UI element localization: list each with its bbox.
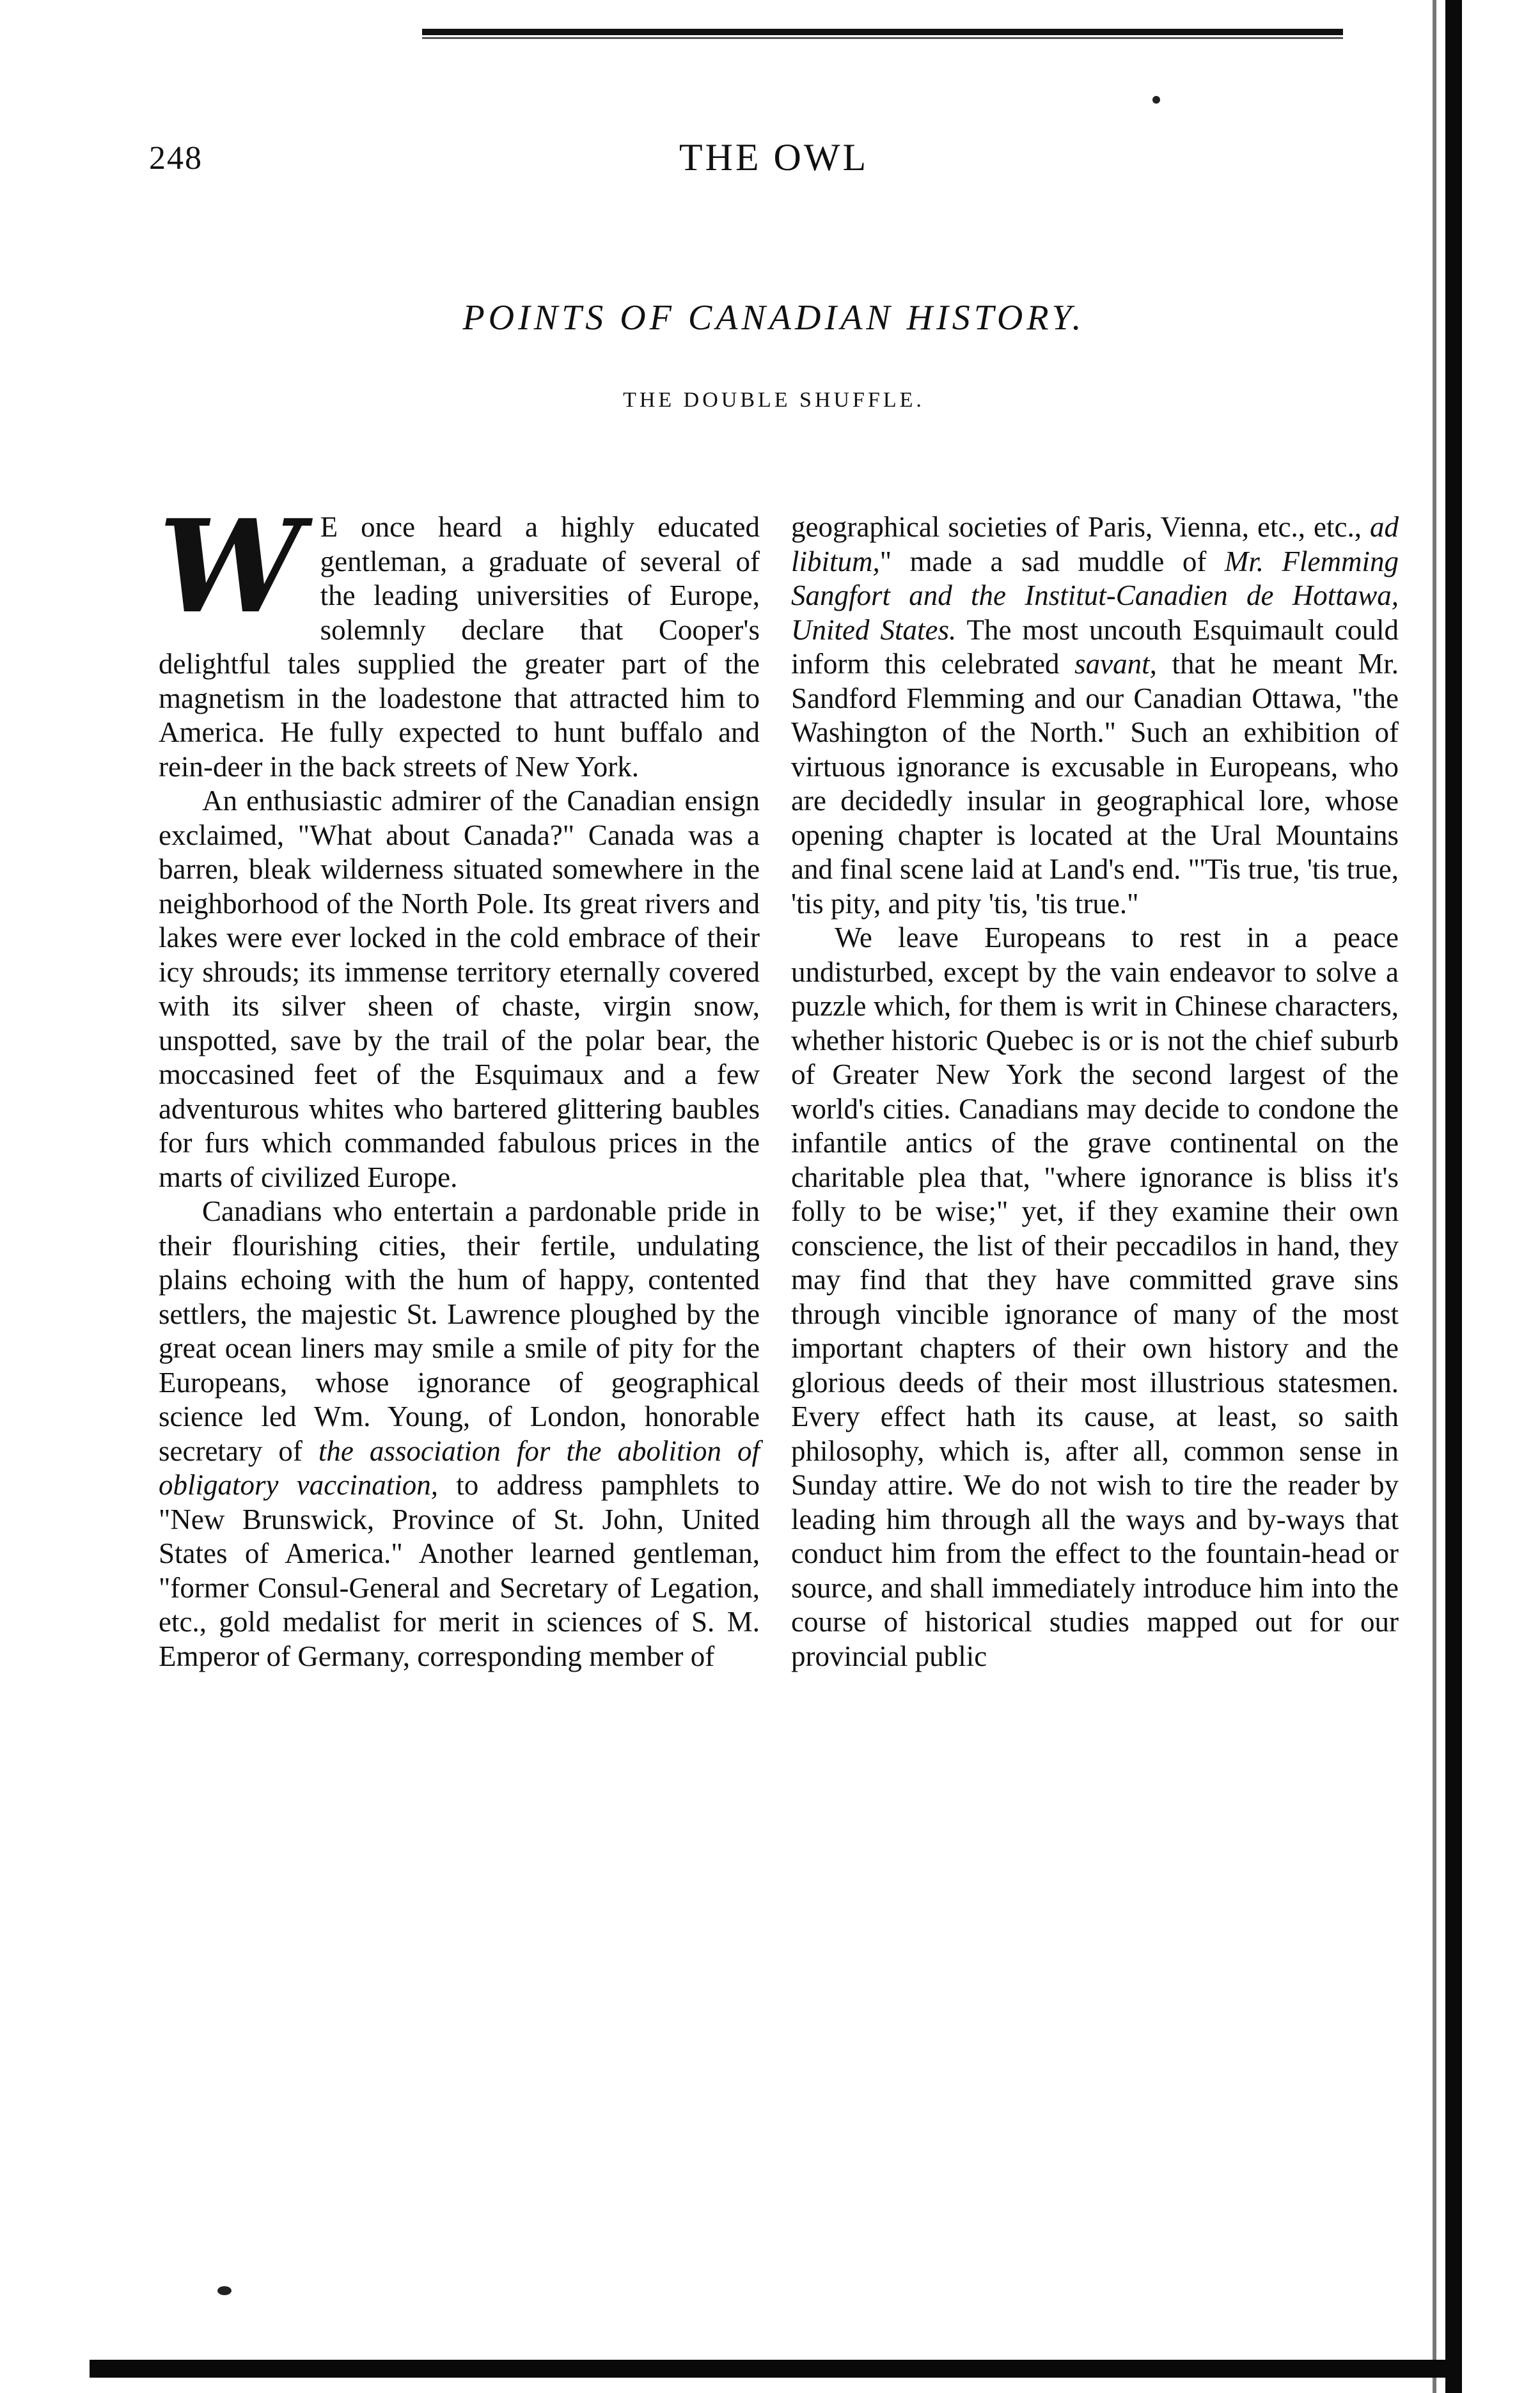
running-head: THE OWL [679, 136, 869, 178]
paragraph-text: Canadians who entertain a pardonable pride in their flourishing cities, their fertile, undulating plains echoing with the hum of happy, contented settlers, the majestic St. Lawrence ploughed by the great ocean liners may smile a smile of pity for the Europeans, whose ignorance of geographical science led Wm. Young, of London, honorable secretary of [159, 1195, 760, 1467]
paragraph [159, 1195, 760, 1674]
italic-text: Mr. Flemming Sangfort and the Institut-Canadien de Hottawa, United States. [791, 545, 1399, 646]
section-title: THE DOUBLE SHUFFLE. [623, 388, 925, 412]
scan-edge-top [422, 29, 1343, 35]
paragraph-text: to address pamphlets to "New Brunswick, Province of St. John, United States of America." Another learned gentleman, "former Consul-General and Secretary of Legation, etc., gold medalist for merit in sciences of S. M. Emperor of Germany, corresponding member of [159, 1469, 760, 1672]
article-title: POINTS OF CANADIAN HISTORY. [462, 298, 1085, 338]
italic-text: the association for the abolition of obligatory vaccination, [159, 1434, 760, 1501]
left-column [159, 492, 760, 1674]
right-column [791, 510, 1399, 1674]
paragraph: An enthusiastic admirer of the Canadian ensign exclaimed, "What about Canada?" Canada was a barren, bleak wilderness situated somewhere in the neighborhood of the North Pole. Its great rivers and lakes were ever locked in the cold embrace of their icy shrouds; its immense territory eternally covered with its silver sheen of chaste, virgin snow, unspotted, save by the trail of the polar bear, the moccasined feet of the Esquimaux and a few adventurous whites who bartered glittering baubles for furs which commanded fabulous prices in the marts of civilized Europe. [159, 785, 760, 1193]
paragraph-text: that he meant Mr. Sandford Flemming and our Canadian Ottawa, "the Washington of the North." Such an exhibition of virtuous ignorance is excusable in Europeans, who are decidedly insular in geographical lore, whose opening chapter is located at the Ural Mountains and final scene laid at Land's end. "'Tis true, 'tis true, 'tis pity, and pity 'tis, 'tis true." [791, 648, 1399, 920]
paragraph: We leave Europeans to rest in a peace undisturbed, except by the vain endeavor to solve a puzzle which, for them is writ in Chinese characters, whether historic Quebec is or is not the chief suburb of Greater New York the second largest of the world's cities. Canadians may decide to condone the infantile antics of the grave continental on the charitable plea that, "where ignorance is bliss it's folly to be wise;" yet, if they examine their own conscience, the list of their peccadilos in hand, they may find that they have committed grave sins through vincible ignorance of many of the most important chapters of their own history and the glorious deeds of their most illustrious statesmen. Every effect hath its cause, at least, so saith philosophy, which is, after all, common sense in Sunday attire. We do not wish to tire the reader by leading him through all the ways and by-ways that conduct him from the effect to the fountain-head or source, and shall immediately introduce him into the course of historical studies mapped out for our provincial public [791, 922, 1399, 1672]
paragraph [791, 510, 1399, 921]
ink-speck [1152, 96, 1160, 104]
page-number: 248 [149, 140, 203, 177]
paragraph-text: The most uncouth Esquimault could inform this celebrated [791, 613, 1399, 680]
scan-edge-top-thin [422, 37, 1343, 39]
scan-edge-right [1445, 0, 1462, 2393]
paragraph-text: E once heard a highly educated gentleman, a graduate of several of the leading universities of Europe, solemnly declare that Cooper's delightful tales supplied the greater part of the magnetism in the loadestone that attracted him to America. He fully expected to hunt buffalo and rein-deer in the back streets of New York. [159, 511, 760, 783]
paragraph-text: " made a sad muddle of [879, 545, 1225, 577]
italic-text: savant, [1074, 648, 1157, 680]
ink-speck [217, 2286, 232, 2295]
drop-cap: W [159, 492, 302, 642]
scan-edge-bottom [90, 2360, 1452, 2378]
paragraph [159, 492, 760, 784]
paragraph-text: geographical societies of Paris, Vienna, etc., etc., [791, 511, 1370, 543]
scan-edge-right-inner [1433, 0, 1436, 2393]
italic-text: ad libitum, [791, 511, 1399, 577]
